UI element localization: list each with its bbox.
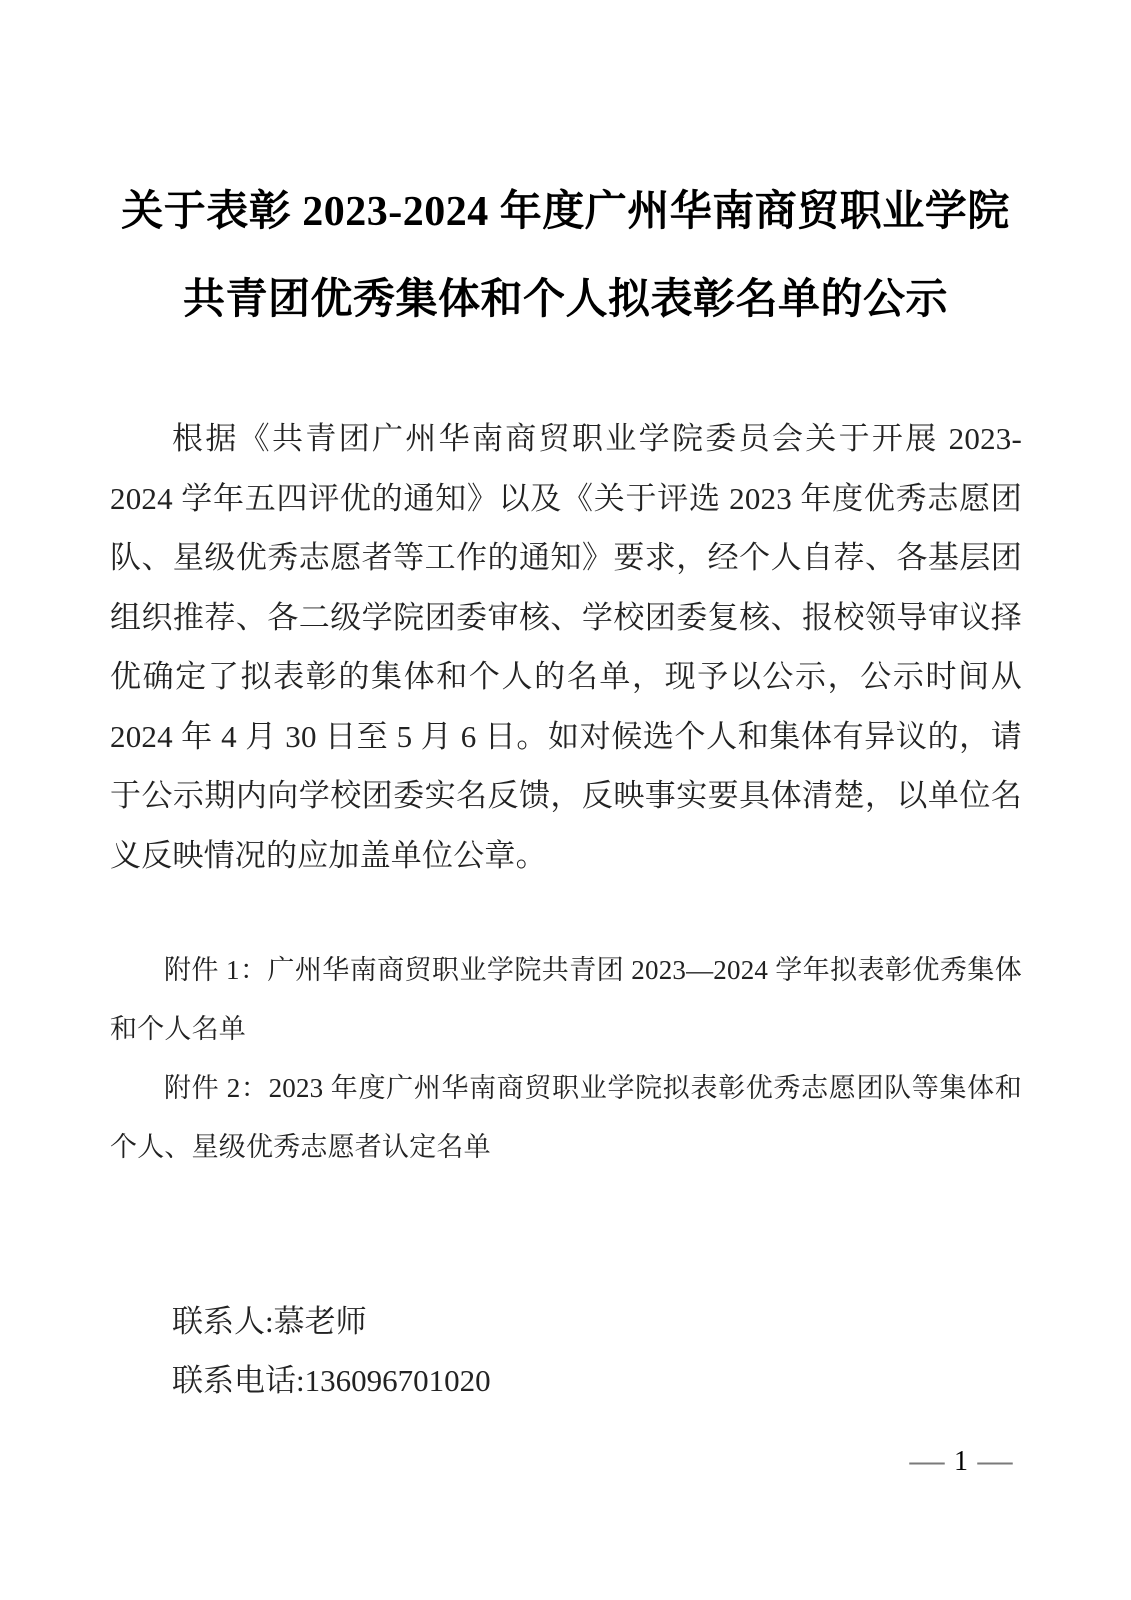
contact-person: 联系人:慕老师 (172, 1304, 367, 1339)
contact-phone: 联系电话:136096701020 (172, 1363, 491, 1398)
page-number-dash-right: — (977, 1446, 1013, 1477)
document-title (0, 0, 1131, 344)
document-title-line1: 关于表彰 2023-2024 年度广州华南商贸职业学院 (121, 189, 1010, 235)
page-number-dash-left: — (909, 1446, 945, 1477)
page-number-value: 1 (954, 1446, 968, 1477)
attachment-2-label: 附件 2：2023 年度广州华南商贸职业学院拟表彰优秀志愿团队等集体和个人、星级优秀志愿者认定名单 (110, 1073, 1022, 1162)
document-title-line2: 共青团优秀集体和个人拟表彰名单的公示 (182, 277, 948, 323)
page-number (909, 1446, 1013, 1478)
contact-section (110, 1292, 1022, 1410)
attachment-1-label: 附件 1：广州华南商贸职业学院共青团 2023—2024 学年拟表彰优秀集体和个人名单 (110, 955, 1022, 1044)
body-paragraph: 根据《共青团广州华南商贸职业学院委员会关于开展 2023-2024 学年五四评优的通知》以及《关于评选 2023 年度优秀志愿团队、星级优秀志愿者等工作的通知》要求，经个人自荐、各基层团组织推荐、各二级学院团委审核、学校团委复核、报校领导审议择优确定了拟表彰的集体和个人的名单，现予以公示，公示时间从 2024 年 4 月 30 日至 5 月 6 日。如对候选个人和集体有异议的，请于公示期内向学校团委实名反馈，反映事实要具体清楚，以单位名义反映情况的应加盖单位公章。 (110, 421, 1022, 873)
attachments-section (110, 941, 1022, 1177)
